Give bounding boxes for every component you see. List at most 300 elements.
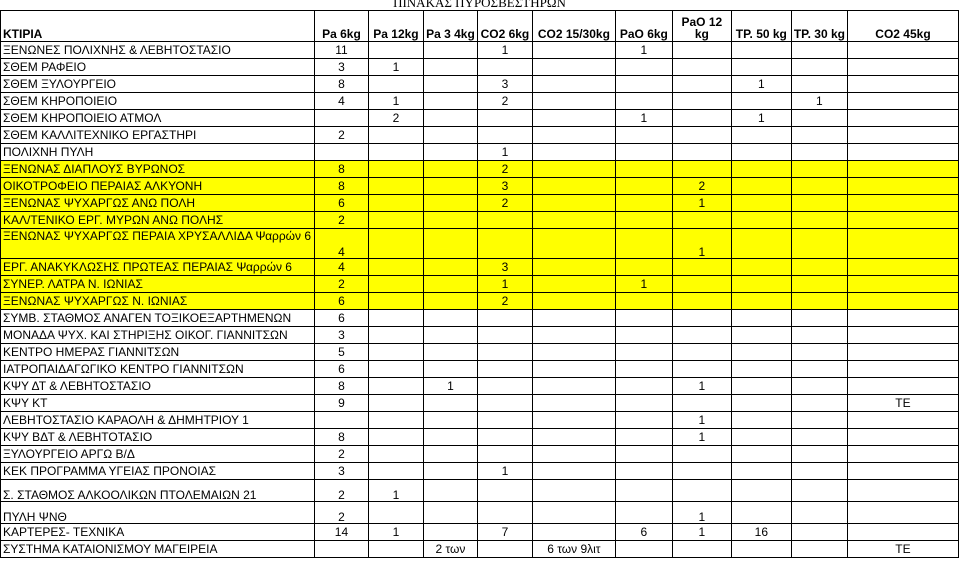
quantity-cell: [423, 293, 477, 310]
quantity-cell: [791, 463, 847, 480]
quantity-cell: [731, 502, 791, 524]
quantity-cell: [672, 144, 731, 161]
quantity-cell: [423, 93, 477, 110]
quantity-cell: [532, 127, 615, 144]
header-row: [1, 11, 959, 42]
table-row: [1, 276, 959, 293]
quantity-cell: [532, 310, 615, 327]
quantity-cell: [423, 310, 477, 327]
quantity-cell: [615, 93, 672, 110]
quantity-cell: [532, 463, 615, 480]
building-name-cell: ΣΘΕΜ ΞΥΛΟΥΡΓΕΙΟ: [1, 76, 315, 93]
quantity-cell: [791, 310, 847, 327]
quantity-cell: [368, 446, 423, 463]
quantity-cell: [847, 293, 958, 310]
quantity-cell: [791, 480, 847, 502]
quantity-cell: 14: [314, 524, 368, 541]
quantity-cell: [615, 463, 672, 480]
quantity-cell: [314, 110, 368, 127]
quantity-cell: [847, 59, 958, 76]
building-name-cell: ΕΡΓ. ΑΝΑΚΥΚΛΩΣΗΣ ΠΡΩΤΕΑΣ ΠΕΡΑΙΑΣ Ψαρρών 6: [1, 259, 315, 276]
quantity-cell: [791, 259, 847, 276]
quantity-cell: [731, 446, 791, 463]
quantity-cell: [615, 212, 672, 229]
quantity-cell: [731, 429, 791, 446]
table-row: [1, 93, 959, 110]
quantity-cell: [423, 361, 477, 378]
quantity-cell: 6: [314, 293, 368, 310]
quantity-cell: [731, 42, 791, 59]
quantity-cell: [423, 42, 477, 59]
quantity-cell: [368, 212, 423, 229]
quantity-cell: [672, 310, 731, 327]
quantity-cell: [672, 446, 731, 463]
quantity-cell: 1: [615, 42, 672, 59]
quantity-cell: [423, 212, 477, 229]
building-name-cell: ΞΕΝΩΝΕΣ ΠΟΛΙΧΝΗΣ & ΛΕΒΗΤΟΣΤΑΣΙΟ: [1, 42, 315, 59]
quantity-cell: [672, 212, 731, 229]
quantity-cell: [791, 541, 847, 558]
quantity-cell: 2: [477, 93, 532, 110]
quantity-cell: [477, 310, 532, 327]
quantity-cell: [731, 178, 791, 195]
quantity-cell: [477, 541, 532, 558]
quantity-cell: [847, 412, 958, 429]
table-row: [1, 195, 959, 212]
quantity-cell: 3: [314, 327, 368, 344]
quantity-cell: [532, 361, 615, 378]
quantity-cell: [423, 480, 477, 502]
building-name-cell: ΣΘΕΜ ΚΗΡΟΠΟΙΕΙΟ: [1, 93, 315, 110]
quantity-cell: [847, 161, 958, 178]
building-name-cell: ΣΘΕΜ ΚΑΛΛΙΤΕΧΝΙΚΟ ΕΡΓΑΣΤΗΡΙ: [1, 127, 315, 144]
quantity-cell: 1: [672, 378, 731, 395]
building-name-cell: ΠΥΛΗ ΨΝΘ: [1, 502, 315, 524]
quantity-cell: 1: [731, 76, 791, 93]
quantity-cell: [791, 127, 847, 144]
quantity-cell: [615, 429, 672, 446]
quantity-cell: [847, 178, 958, 195]
quantity-cell: [532, 229, 615, 259]
quantity-cell: [615, 127, 672, 144]
quantity-cell: 1: [368, 524, 423, 541]
quantity-cell: [368, 178, 423, 195]
quantity-cell: [423, 429, 477, 446]
quantity-cell: [731, 541, 791, 558]
quantity-cell: [423, 463, 477, 480]
building-name-cell: ΣΘΕΜ ΚΗΡΟΠΟΙΕΙΟ ΑΤΜΟΛ: [1, 110, 315, 127]
quantity-cell: 1: [672, 524, 731, 541]
building-name-cell: ΞΕΝΩΝΑΣ ΨΥΧΑΡΓΩΣ ΑΝΩ ΠΟΛΗ: [1, 195, 315, 212]
table-row: [1, 127, 959, 144]
quantity-cell: [615, 161, 672, 178]
building-name-cell: ΞΕΝΩΝΑΣ ΔΙΑΠΛΟΥΣ ΒΥΡΩΝΟΣ: [1, 161, 315, 178]
quantity-cell: [368, 229, 423, 259]
quantity-cell: [791, 293, 847, 310]
quantity-cell: [423, 276, 477, 293]
quantity-cell: [615, 480, 672, 502]
quantity-cell: [847, 195, 958, 212]
quantity-cell: [731, 212, 791, 229]
quantity-cell: [847, 502, 958, 524]
quantity-cell: [477, 229, 532, 259]
quantity-cell: [423, 59, 477, 76]
quantity-cell: [314, 144, 368, 161]
quantity-cell: [532, 195, 615, 212]
quantity-cell: [847, 524, 958, 541]
quantity-cell: [532, 344, 615, 361]
quantity-cell: 1: [423, 378, 477, 395]
quantity-cell: [672, 463, 731, 480]
quantity-cell: 7: [477, 524, 532, 541]
table-row: [1, 178, 959, 195]
quantity-cell: [791, 446, 847, 463]
quantity-cell: 3: [477, 259, 532, 276]
quantity-cell: 2 των: [423, 541, 477, 558]
quantity-cell: [847, 212, 958, 229]
quantity-cell: [791, 429, 847, 446]
quantity-cell: 8: [314, 429, 368, 446]
building-name-cell: ΟΙΚΟΤΡΟΦΕΙΟ ΠΕΡΑΙΑΣ ΑΛΚΥΟΝΗ: [1, 178, 315, 195]
quantity-cell: [791, 59, 847, 76]
quantity-cell: [368, 195, 423, 212]
quantity-cell: [314, 541, 368, 558]
quantity-cell: [532, 412, 615, 429]
table-row: [1, 524, 959, 541]
table-row: [1, 327, 959, 344]
table-row: [1, 76, 959, 93]
table-row: [1, 59, 959, 76]
quantity-cell: [615, 502, 672, 524]
quantity-cell: [477, 59, 532, 76]
quantity-cell: [368, 412, 423, 429]
quantity-cell: [368, 42, 423, 59]
quantity-cell: [615, 412, 672, 429]
quantity-cell: [847, 276, 958, 293]
quantity-cell: [477, 127, 532, 144]
quantity-cell: [532, 293, 615, 310]
quantity-cell: [672, 344, 731, 361]
building-name-cell: ΛΕΒΗΤΟΣΤΑΣΙΟ ΚΑΡΑΟΛΗ & ΔΗΜΗΤΡΙΟΥ 1: [1, 412, 315, 429]
quantity-cell: 1: [477, 144, 532, 161]
quantity-cell: [731, 310, 791, 327]
quantity-cell: TE: [847, 395, 958, 412]
quantity-cell: [791, 76, 847, 93]
quantity-cell: [847, 344, 958, 361]
table-row: [1, 463, 959, 480]
table-row: [1, 229, 959, 259]
quantity-cell: [532, 259, 615, 276]
quantity-cell: [423, 110, 477, 127]
column-header: Pa 12kg: [368, 11, 423, 42]
quantity-cell: [731, 344, 791, 361]
quantity-cell: [368, 276, 423, 293]
quantity-cell: [847, 93, 958, 110]
building-name-cell: ΞΕΝΩΝΑΣ ΨΥΧΑΡΓΩΣ ΠΕΡΑΙΑ ΧΡΥΣΑΛΛΙΔΑ Ψαρρών 6: [1, 229, 315, 259]
quantity-cell: 6: [615, 524, 672, 541]
building-name-cell: ΣΘΕΜ ΡΑΦΕΙΟ: [1, 59, 315, 76]
quantity-cell: [615, 178, 672, 195]
quantity-cell: [791, 344, 847, 361]
quantity-cell: [672, 327, 731, 344]
quantity-cell: [672, 93, 731, 110]
table-row: [1, 161, 959, 178]
quantity-cell: 11: [314, 42, 368, 59]
quantity-cell: [615, 293, 672, 310]
building-name-cell: ΚΨΥ ΔΤ & ΛΕΒΗΤΟΣΤΑΣΙΟ: [1, 378, 315, 395]
quantity-cell: [423, 327, 477, 344]
building-name-cell: ΜΟΝΑΔΑ ΨΥΧ. ΚΑΙ ΣΤΗΡΙΞΗΣ ΟΙΚΟΓ. ΓΙΑΝΝΙΤΣΩΝ: [1, 327, 315, 344]
quantity-cell: TE: [847, 541, 958, 558]
quantity-cell: 3: [314, 463, 368, 480]
quantity-cell: [672, 541, 731, 558]
quantity-cell: 1: [672, 502, 731, 524]
quantity-cell: [532, 395, 615, 412]
quantity-cell: [477, 412, 532, 429]
building-name-cell: ΠΟΛΙΧΝΗ ΠΥΛΗ: [1, 144, 315, 161]
quantity-cell: 8: [314, 161, 368, 178]
quantity-cell: [423, 395, 477, 412]
quantity-cell: [423, 344, 477, 361]
quantity-cell: [847, 42, 958, 59]
quantity-cell: [731, 144, 791, 161]
quantity-cell: [532, 502, 615, 524]
quantity-cell: [791, 276, 847, 293]
building-name-cell: Σ. ΣΤΑΘΜΟΣ ΑΛΚΟΟΛΙΚΩΝ ΠΤΟΛΕΜΑΙΩΝ 21: [1, 480, 315, 502]
quantity-cell: [423, 259, 477, 276]
quantity-cell: [368, 361, 423, 378]
quantity-cell: [672, 395, 731, 412]
quantity-cell: [731, 229, 791, 259]
quantity-cell: 4: [314, 229, 368, 259]
quantity-cell: 1: [477, 42, 532, 59]
table-row: [1, 502, 959, 524]
quantity-cell: [423, 76, 477, 93]
quantity-cell: [672, 59, 731, 76]
quantity-cell: [731, 480, 791, 502]
quantity-cell: [615, 259, 672, 276]
quantity-cell: [791, 161, 847, 178]
quantity-cell: [477, 327, 532, 344]
table-row: [1, 480, 959, 502]
quantity-cell: [423, 178, 477, 195]
quantity-cell: [423, 161, 477, 178]
table-row: [1, 110, 959, 127]
quantity-cell: [847, 327, 958, 344]
quantity-cell: [847, 446, 958, 463]
column-header: CO2 6kg: [477, 11, 532, 42]
quantity-cell: [847, 259, 958, 276]
quantity-cell: [615, 144, 672, 161]
quantity-cell: [368, 378, 423, 395]
quantity-cell: 8: [314, 178, 368, 195]
quantity-cell: [423, 502, 477, 524]
building-name-cell: ΣΥΝΕΡ. ΛΑΤΡΑ Ν. ΙΩΝΙΑΣ: [1, 276, 315, 293]
quantity-cell: [423, 412, 477, 429]
quantity-cell: 1: [731, 110, 791, 127]
quantity-cell: [847, 144, 958, 161]
quantity-cell: [532, 93, 615, 110]
quantity-cell: [477, 378, 532, 395]
quantity-cell: [791, 229, 847, 259]
quantity-cell: [423, 524, 477, 541]
quantity-cell: [731, 378, 791, 395]
column-header: Pa 6kg: [314, 11, 368, 42]
quantity-cell: [368, 429, 423, 446]
quantity-cell: [532, 212, 615, 229]
quantity-cell: [731, 463, 791, 480]
building-name-cell: ΞΥΛΟΥΡΓΕΙΟ ΑΡΓΩ Β/Δ: [1, 446, 315, 463]
quantity-cell: [847, 229, 958, 259]
column-header: PaO 12 kg: [672, 11, 731, 42]
quantity-cell: [615, 229, 672, 259]
quantity-cell: [847, 480, 958, 502]
quantity-cell: [672, 42, 731, 59]
quantity-cell: 1: [672, 229, 731, 259]
quantity-cell: [791, 42, 847, 59]
quantity-cell: [368, 293, 423, 310]
quantity-cell: 2: [314, 212, 368, 229]
quantity-cell: 3: [477, 178, 532, 195]
quantity-cell: 2: [314, 127, 368, 144]
quantity-cell: 6: [314, 361, 368, 378]
quantity-cell: 16: [731, 524, 791, 541]
quantity-cell: 2: [314, 276, 368, 293]
column-header: PaO 6kg: [615, 11, 672, 42]
quantity-cell: [368, 310, 423, 327]
column-header: TP. 50 kg: [731, 11, 791, 42]
quantity-cell: [791, 144, 847, 161]
quantity-cell: 2: [477, 293, 532, 310]
quantity-cell: 2: [314, 446, 368, 463]
quantity-cell: [847, 463, 958, 480]
quantity-cell: 1: [477, 276, 532, 293]
quantity-cell: [731, 195, 791, 212]
column-header: ΚΤΙΡΙΑ: [1, 11, 315, 42]
table-row: [1, 541, 959, 558]
building-name-cell: ΚΕΚ ΠΡΟΓΡΑΜΜΑ ΥΓΕΙΑΣ ΠΡΟΝΟΙΑΣ: [1, 463, 315, 480]
quantity-cell: 2: [314, 502, 368, 524]
quantity-cell: [791, 178, 847, 195]
table-row: [1, 378, 959, 395]
column-header: Pa 3 4kg: [423, 11, 477, 42]
quantity-cell: 3: [477, 76, 532, 93]
quantity-cell: [615, 541, 672, 558]
table-row: [1, 212, 959, 229]
page-title: ΠΙΝΑΚΑΣ ΠΥΡΟΣΒΕΣΤΗΡΩΝ: [393, 0, 566, 10]
table-row: [1, 259, 959, 276]
quantity-cell: [423, 446, 477, 463]
quantity-cell: [477, 212, 532, 229]
quantity-cell: [615, 446, 672, 463]
quantity-cell: [791, 378, 847, 395]
quantity-cell: 4: [314, 259, 368, 276]
quantity-cell: [532, 59, 615, 76]
quantity-cell: [368, 502, 423, 524]
table-row: [1, 144, 959, 161]
quantity-cell: [532, 144, 615, 161]
quantity-cell: [847, 76, 958, 93]
quantity-cell: [847, 127, 958, 144]
quantity-cell: [791, 361, 847, 378]
quantity-cell: 8: [314, 76, 368, 93]
quantity-cell: 2: [477, 161, 532, 178]
quantity-cell: [532, 76, 615, 93]
quantity-cell: [672, 110, 731, 127]
quantity-cell: 6: [314, 195, 368, 212]
quantity-cell: 1: [615, 276, 672, 293]
quantity-cell: [477, 344, 532, 361]
quantity-cell: [532, 110, 615, 127]
building-name-cell: ΣΥΣΤΗΜΑ ΚΑΤΑΙΟΝΙΣΜΟΥ ΜΑΓΕΙΡΕΙΑ: [1, 541, 315, 558]
table-body: [1, 42, 959, 558]
quantity-cell: [368, 327, 423, 344]
quantity-cell: 1: [477, 463, 532, 480]
quantity-cell: 1: [368, 93, 423, 110]
quantity-cell: [477, 446, 532, 463]
quantity-cell: [532, 327, 615, 344]
quantity-cell: [791, 524, 847, 541]
quantity-cell: [368, 463, 423, 480]
quantity-cell: [477, 429, 532, 446]
quantity-cell: 2: [314, 480, 368, 502]
quantity-cell: [368, 541, 423, 558]
quantity-cell: [477, 395, 532, 412]
quantity-cell: 1: [615, 110, 672, 127]
quantity-cell: [847, 361, 958, 378]
quantity-cell: [731, 276, 791, 293]
quantity-cell: [532, 276, 615, 293]
quantity-cell: [791, 412, 847, 429]
quantity-cell: [477, 480, 532, 502]
quantity-cell: 6 των 9λιτ: [532, 541, 615, 558]
quantity-cell: [731, 395, 791, 412]
table-row: [1, 446, 959, 463]
table-row: [1, 344, 959, 361]
quantity-cell: [423, 229, 477, 259]
quantity-cell: [731, 327, 791, 344]
quantity-cell: [791, 110, 847, 127]
building-name-cell: ΚΑΛ/ΤΕΝΙΚΟ ΕΡΓ. ΜΥΡΩΝ ΑΝΩ ΠΟΛΗΣ: [1, 212, 315, 229]
building-name-cell: ΚΑΡΤΕΡΕΣ- ΤΕΧΝΙΚΑ: [1, 524, 315, 541]
table-row: [1, 361, 959, 378]
column-header: CO2 45kg: [847, 11, 958, 42]
table-row: [1, 293, 959, 310]
quantity-cell: [672, 161, 731, 178]
building-name-cell: ΚΨΥ ΒΔΤ & ΛΕΒΗΤΟΤΑΣΙΟ: [1, 429, 315, 446]
quantity-cell: [615, 76, 672, 93]
quantity-cell: 1: [672, 412, 731, 429]
fire-extinguisher-table: [0, 10, 959, 558]
quantity-cell: [368, 127, 423, 144]
quantity-cell: [672, 259, 731, 276]
quantity-cell: [731, 161, 791, 178]
quantity-cell: [368, 76, 423, 93]
quantity-cell: [672, 76, 731, 93]
building-name-cell: ΞΕΝΩΝΑΣ ΨΥΧΑΡΓΩΣ Ν. ΙΩΝΙΑΣ: [1, 293, 315, 310]
quantity-cell: [532, 42, 615, 59]
quantity-cell: 5: [314, 344, 368, 361]
quantity-cell: [847, 310, 958, 327]
quantity-cell: [532, 378, 615, 395]
quantity-cell: 2: [672, 178, 731, 195]
quantity-cell: 3: [314, 59, 368, 76]
quantity-cell: 1: [672, 429, 731, 446]
quantity-cell: [731, 412, 791, 429]
quantity-cell: [532, 429, 615, 446]
table-row: [1, 310, 959, 327]
quantity-cell: [477, 502, 532, 524]
